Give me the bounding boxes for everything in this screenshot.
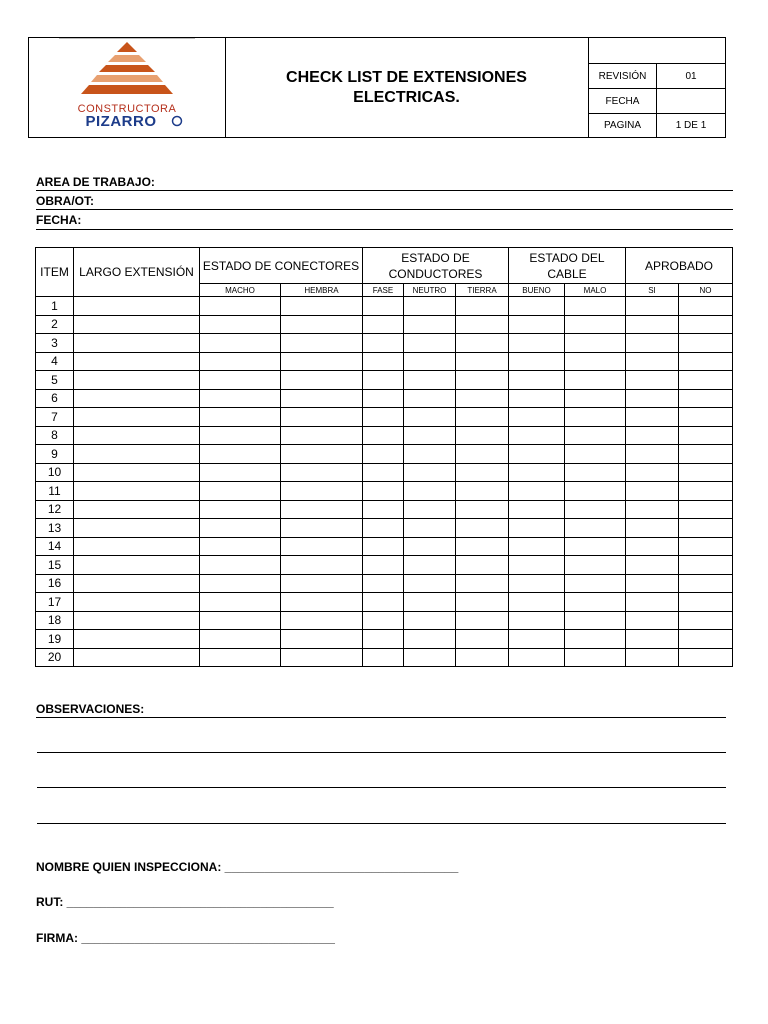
row-number: 17: [36, 593, 74, 612]
table-cell[interactable]: [565, 537, 626, 556]
table-cell[interactable]: [626, 537, 679, 556]
logo-line2: PIZARRO: [85, 113, 157, 130]
table-cell[interactable]: [626, 630, 679, 649]
nombre-inspecciona[interactable]: NOMBRE QUIEN INSPECCIONA: ___________________________________: [36, 860, 459, 874]
table-cell[interactable]: [281, 352, 363, 371]
table-cell[interactable]: [404, 371, 456, 390]
table-row: [36, 445, 733, 464]
row-number: 10: [36, 463, 74, 482]
table-cell[interactable]: [74, 500, 200, 519]
table-cell[interactable]: [74, 519, 200, 538]
observaciones-line-2[interactable]: [37, 752, 726, 753]
table-cell[interactable]: [404, 315, 456, 334]
fecha-field-label: FECHA:: [36, 213, 82, 227]
row-number: 15: [36, 556, 74, 575]
row-number: 4: [36, 352, 74, 371]
table-cell[interactable]: [281, 648, 363, 667]
table-cell[interactable]: [565, 389, 626, 408]
table-cell[interactable]: [456, 297, 509, 316]
sub-fase: FASE: [363, 284, 404, 297]
table-cell[interactable]: [456, 537, 509, 556]
constructora-pizarro-logo: [29, 38, 225, 137]
table-cell[interactable]: [281, 593, 363, 612]
table-cell[interactable]: [74, 352, 200, 371]
table-cell[interactable]: [200, 371, 281, 390]
table-cell[interactable]: [679, 371, 733, 390]
row-number: 5: [36, 371, 74, 390]
rut-field[interactable]: RUT: ________________________________________: [36, 895, 334, 909]
table-cell[interactable]: [626, 611, 679, 630]
table-cell[interactable]: [509, 611, 565, 630]
table-cell[interactable]: [404, 408, 456, 427]
table-cell[interactable]: [281, 574, 363, 593]
row-number: 8: [36, 426, 74, 445]
table-cell[interactable]: [74, 426, 200, 445]
table-cell[interactable]: [565, 482, 626, 501]
table-cell[interactable]: [565, 352, 626, 371]
table-cell[interactable]: [200, 297, 281, 316]
table-cell[interactable]: [363, 445, 404, 464]
row-number: 19: [36, 630, 74, 649]
table-cell[interactable]: [679, 297, 733, 316]
table-cell[interactable]: [509, 556, 565, 575]
table-body: [36, 297, 733, 667]
table-cell[interactable]: [626, 408, 679, 427]
table-cell[interactable]: [74, 537, 200, 556]
table-cell[interactable]: [404, 648, 456, 667]
col-item-header: ITEM: [36, 248, 74, 297]
row-number: 3: [36, 334, 74, 353]
table-row: [36, 315, 733, 334]
table-cell[interactable]: [456, 352, 509, 371]
table-cell[interactable]: [565, 574, 626, 593]
table-cell[interactable]: [404, 574, 456, 593]
table-cell[interactable]: [679, 334, 733, 353]
row-number: 1: [36, 297, 74, 316]
sub-neutro: NEUTRO: [404, 284, 456, 297]
table-cell[interactable]: [363, 611, 404, 630]
table-cell[interactable]: [200, 556, 281, 575]
table-cell[interactable]: [363, 463, 404, 482]
table-cell[interactable]: [565, 445, 626, 464]
table-cell[interactable]: [456, 593, 509, 612]
row-number: 6: [36, 389, 74, 408]
table-cell[interactable]: [509, 574, 565, 593]
table-cell[interactable]: [74, 315, 200, 334]
table-cell[interactable]: [363, 334, 404, 353]
table-row: [36, 593, 733, 612]
table-cell[interactable]: [565, 630, 626, 649]
table-cell[interactable]: [363, 315, 404, 334]
table-cell[interactable]: [404, 352, 456, 371]
table-cell[interactable]: [509, 408, 565, 427]
table-cell[interactable]: [74, 574, 200, 593]
table-cell[interactable]: [281, 334, 363, 353]
group-conductores-header: ESTADO DE CONDUCTORES: [363, 248, 509, 284]
table-cell[interactable]: [626, 334, 679, 353]
table-cell[interactable]: [200, 426, 281, 445]
table-cell[interactable]: [404, 389, 456, 408]
pagina-label: PAGINA: [603, 120, 642, 131]
table-cell[interactable]: [456, 371, 509, 390]
table-cell[interactable]: [509, 371, 565, 390]
table-cell[interactable]: [626, 315, 679, 334]
table-cell[interactable]: [200, 648, 281, 667]
table-cell[interactable]: [626, 593, 679, 612]
table-cell[interactable]: [74, 648, 200, 667]
table-row: [36, 482, 733, 501]
fecha-label: FECHA: [605, 95, 640, 107]
table-cell[interactable]: [363, 574, 404, 593]
table-cell[interactable]: [509, 426, 565, 445]
table-row: [36, 630, 733, 649]
table-cell[interactable]: [281, 297, 363, 316]
table-cell[interactable]: [456, 519, 509, 538]
table-row: [36, 334, 733, 353]
table-cell[interactable]: [363, 297, 404, 316]
table-cell[interactable]: [679, 648, 733, 667]
table-cell[interactable]: [509, 334, 565, 353]
table-cell[interactable]: [200, 574, 281, 593]
table-cell[interactable]: [404, 556, 456, 575]
table-cell[interactable]: [281, 556, 363, 575]
row-number: 16: [36, 574, 74, 593]
revision-label: REVISIÓN: [598, 70, 647, 82]
table-cell[interactable]: [74, 556, 200, 575]
table-cell[interactable]: [456, 500, 509, 519]
table-cell[interactable]: [404, 426, 456, 445]
table-cell[interactable]: [200, 482, 281, 501]
table-cell[interactable]: [565, 611, 626, 630]
table-cell[interactable]: [509, 463, 565, 482]
table-cell[interactable]: [404, 482, 456, 501]
checklist-table: [35, 247, 733, 667]
table-cell[interactable]: [200, 445, 281, 464]
table-cell[interactable]: [363, 426, 404, 445]
table-row: [36, 648, 733, 667]
pagina-value: 1 DE 1: [675, 120, 707, 131]
table-cell[interactable]: [509, 519, 565, 538]
table-cell[interactable]: [200, 611, 281, 630]
table-cell[interactable]: [456, 315, 509, 334]
table-cell[interactable]: [679, 593, 733, 612]
table-cell[interactable]: [679, 463, 733, 482]
table-cell[interactable]: [456, 556, 509, 575]
table-cell[interactable]: [200, 463, 281, 482]
sub-tierra: TIERRA: [456, 284, 509, 297]
table-cell[interactable]: [565, 408, 626, 427]
sub-no: NO: [679, 284, 733, 297]
table-row: [36, 574, 733, 593]
table-cell[interactable]: [281, 371, 363, 390]
table-cell[interactable]: [281, 463, 363, 482]
group-cable-header: ESTADO DEL CABLE: [509, 248, 626, 284]
table-cell[interactable]: [565, 334, 626, 353]
table-cell[interactable]: [456, 463, 509, 482]
table-row: [36, 519, 733, 538]
table-cell[interactable]: [509, 593, 565, 612]
table-cell[interactable]: [456, 408, 509, 427]
group-conectores-header: ESTADO DE CONECTORES: [200, 248, 363, 284]
document-header: [28, 37, 726, 138]
table-row: [36, 389, 733, 408]
table-cell[interactable]: [363, 630, 404, 649]
table-row: [36, 537, 733, 556]
revision-value: 01: [685, 70, 697, 82]
row-number: 18: [36, 611, 74, 630]
table-cell[interactable]: [565, 426, 626, 445]
table-cell[interactable]: [200, 352, 281, 371]
table-cell[interactable]: [281, 500, 363, 519]
table-cell[interactable]: [565, 297, 626, 316]
firma-field[interactable]: FIRMA: ______________________________________: [36, 931, 335, 945]
table-cell[interactable]: [509, 389, 565, 408]
sub-malo: MALO: [565, 284, 626, 297]
table-cell[interactable]: [281, 537, 363, 556]
table-cell[interactable]: [679, 500, 733, 519]
table-cell[interactable]: [281, 389, 363, 408]
table-cell[interactable]: [565, 371, 626, 390]
table-cell[interactable]: [200, 630, 281, 649]
table-cell[interactable]: [281, 482, 363, 501]
table-cell[interactable]: [200, 315, 281, 334]
table-cell[interactable]: [74, 630, 200, 649]
table-row: [36, 426, 733, 445]
page-title: CHECK LIST DE EXTENSIONES ELECTRICAS.: [286, 68, 527, 106]
table-cell[interactable]: [74, 593, 200, 612]
sub-bueno: BUENO: [509, 284, 565, 297]
table-cell[interactable]: [404, 463, 456, 482]
title-cell: [225, 38, 589, 137]
observaciones-line-4[interactable]: [37, 823, 726, 824]
table-cell[interactable]: [200, 500, 281, 519]
table-cell[interactable]: [363, 371, 404, 390]
table-cell[interactable]: [456, 389, 509, 408]
table-cell[interactable]: [281, 611, 363, 630]
table-row: [36, 408, 733, 427]
table-cell[interactable]: [363, 389, 404, 408]
table-cell[interactable]: [679, 445, 733, 464]
table-cell[interactable]: [679, 352, 733, 371]
table-cell[interactable]: [626, 352, 679, 371]
table-cell[interactable]: [679, 556, 733, 575]
fecha-line[interactable]: [36, 229, 733, 230]
area-line[interactable]: [36, 190, 733, 191]
table-cell[interactable]: [200, 537, 281, 556]
table-cell[interactable]: [509, 297, 565, 316]
obra-label: OBRA/OT:: [36, 194, 94, 208]
table-cell[interactable]: [565, 500, 626, 519]
fecha-value[interactable]: [657, 89, 725, 113]
table-cell[interactable]: [74, 334, 200, 353]
table-cell[interactable]: [404, 537, 456, 556]
table-cell[interactable]: [200, 334, 281, 353]
logo-line1: CONSTRUCTORA: [77, 103, 177, 115]
table-cell[interactable]: [363, 408, 404, 427]
table-cell[interactable]: [509, 500, 565, 519]
table-cell[interactable]: [363, 519, 404, 538]
table-cell[interactable]: [679, 519, 733, 538]
table-row: [36, 611, 733, 630]
row-number: 9: [36, 445, 74, 464]
table-row: [36, 371, 733, 390]
table-cell[interactable]: [626, 556, 679, 575]
table-cell[interactable]: [626, 445, 679, 464]
table-cell[interactable]: [456, 574, 509, 593]
table-cell[interactable]: [679, 315, 733, 334]
table-row: [36, 463, 733, 482]
table-row: [36, 500, 733, 519]
table-cell[interactable]: [363, 593, 404, 612]
sub-macho: MACHO: [200, 284, 281, 297]
table-cell[interactable]: [626, 297, 679, 316]
table-cell[interactable]: [74, 408, 200, 427]
table-cell[interactable]: [565, 556, 626, 575]
table-cell[interactable]: [626, 389, 679, 408]
table-cell[interactable]: [404, 611, 456, 630]
table-cell[interactable]: [456, 334, 509, 353]
table-cell[interactable]: [281, 445, 363, 464]
table-cell[interactable]: [363, 500, 404, 519]
table-cell[interactable]: [679, 426, 733, 445]
table-cell[interactable]: [281, 519, 363, 538]
table-cell[interactable]: [679, 630, 733, 649]
row-number: 12: [36, 500, 74, 519]
row-number: 14: [36, 537, 74, 556]
table-cell[interactable]: [456, 648, 509, 667]
table-cell[interactable]: [679, 389, 733, 408]
table-cell[interactable]: [509, 648, 565, 667]
table-cell[interactable]: [626, 482, 679, 501]
table-cell[interactable]: [679, 574, 733, 593]
table-cell[interactable]: [679, 611, 733, 630]
table-cell[interactable]: [74, 389, 200, 408]
table-cell[interactable]: [456, 630, 509, 649]
table-cell[interactable]: [509, 315, 565, 334]
table-cell[interactable]: [404, 445, 456, 464]
table-cell[interactable]: [509, 630, 565, 649]
table-cell[interactable]: [456, 445, 509, 464]
table-cell[interactable]: [565, 593, 626, 612]
table-cell[interactable]: [565, 315, 626, 334]
table-cell[interactable]: [281, 315, 363, 334]
table-row: [36, 352, 733, 371]
table-cell[interactable]: [281, 630, 363, 649]
table-cell[interactable]: [626, 500, 679, 519]
table-cell[interactable]: [74, 611, 200, 630]
table-cell[interactable]: [74, 297, 200, 316]
table-cell[interactable]: [363, 352, 404, 371]
sub-hembra: HEMBRA: [281, 284, 363, 297]
table-cell[interactable]: [626, 648, 679, 667]
row-number: 13: [36, 519, 74, 538]
table-cell[interactable]: [200, 408, 281, 427]
table-row: [36, 556, 733, 575]
table-cell[interactable]: [363, 537, 404, 556]
observaciones-line-1[interactable]: [36, 717, 726, 718]
table-cell[interactable]: [565, 463, 626, 482]
table-cell[interactable]: [404, 519, 456, 538]
table-cell[interactable]: [679, 482, 733, 501]
table-cell[interactable]: [456, 426, 509, 445]
table-cell[interactable]: [404, 593, 456, 612]
table-cell[interactable]: [363, 648, 404, 667]
table-cell[interactable]: [565, 648, 626, 667]
logo-cell: [29, 38, 226, 137]
table-cell[interactable]: [74, 371, 200, 390]
table-cell[interactable]: [404, 334, 456, 353]
table-cell[interactable]: [456, 611, 509, 630]
row-number: 7: [36, 408, 74, 427]
sub-si: SI: [626, 284, 679, 297]
table-cell[interactable]: [363, 482, 404, 501]
table-cell[interactable]: [404, 297, 456, 316]
table-cell[interactable]: [509, 445, 565, 464]
col-largo-header: LARGO EXTENSIÓN: [74, 248, 200, 297]
table-cell[interactable]: [679, 408, 733, 427]
table-cell[interactable]: [626, 426, 679, 445]
table-cell[interactable]: [565, 519, 626, 538]
table-cell[interactable]: [200, 519, 281, 538]
table-row: [36, 297, 733, 316]
row-number: 11: [36, 482, 74, 501]
observaciones-line-3[interactable]: [37, 787, 726, 788]
table-cell[interactable]: [404, 630, 456, 649]
table-cell[interactable]: [281, 426, 363, 445]
table-cell[interactable]: [626, 371, 679, 390]
table-cell[interactable]: [281, 408, 363, 427]
table-cell[interactable]: [74, 463, 200, 482]
table-cell[interactable]: [74, 445, 200, 464]
table-cell[interactable]: [509, 352, 565, 371]
table-cell[interactable]: [509, 537, 565, 556]
table-cell[interactable]: [626, 574, 679, 593]
table-cell[interactable]: [404, 500, 456, 519]
table-cell[interactable]: [679, 537, 733, 556]
table-cell[interactable]: [363, 556, 404, 575]
row-number: 2: [36, 315, 74, 334]
table-cell[interactable]: [200, 593, 281, 612]
table-cell[interactable]: [200, 389, 281, 408]
area-label: AREA DE TRABAJO:: [36, 175, 155, 189]
table-cell[interactable]: [74, 482, 200, 501]
row-number: 20: [36, 648, 74, 667]
group-aprobado-header: APROBADO: [626, 248, 733, 284]
observaciones-label: OBSERVACIONES:: [36, 702, 145, 716]
table-cell[interactable]: [456, 482, 509, 501]
table-cell[interactable]: [509, 482, 565, 501]
table-cell[interactable]: [626, 463, 679, 482]
obra-line[interactable]: [36, 209, 733, 210]
table-cell[interactable]: [626, 519, 679, 538]
